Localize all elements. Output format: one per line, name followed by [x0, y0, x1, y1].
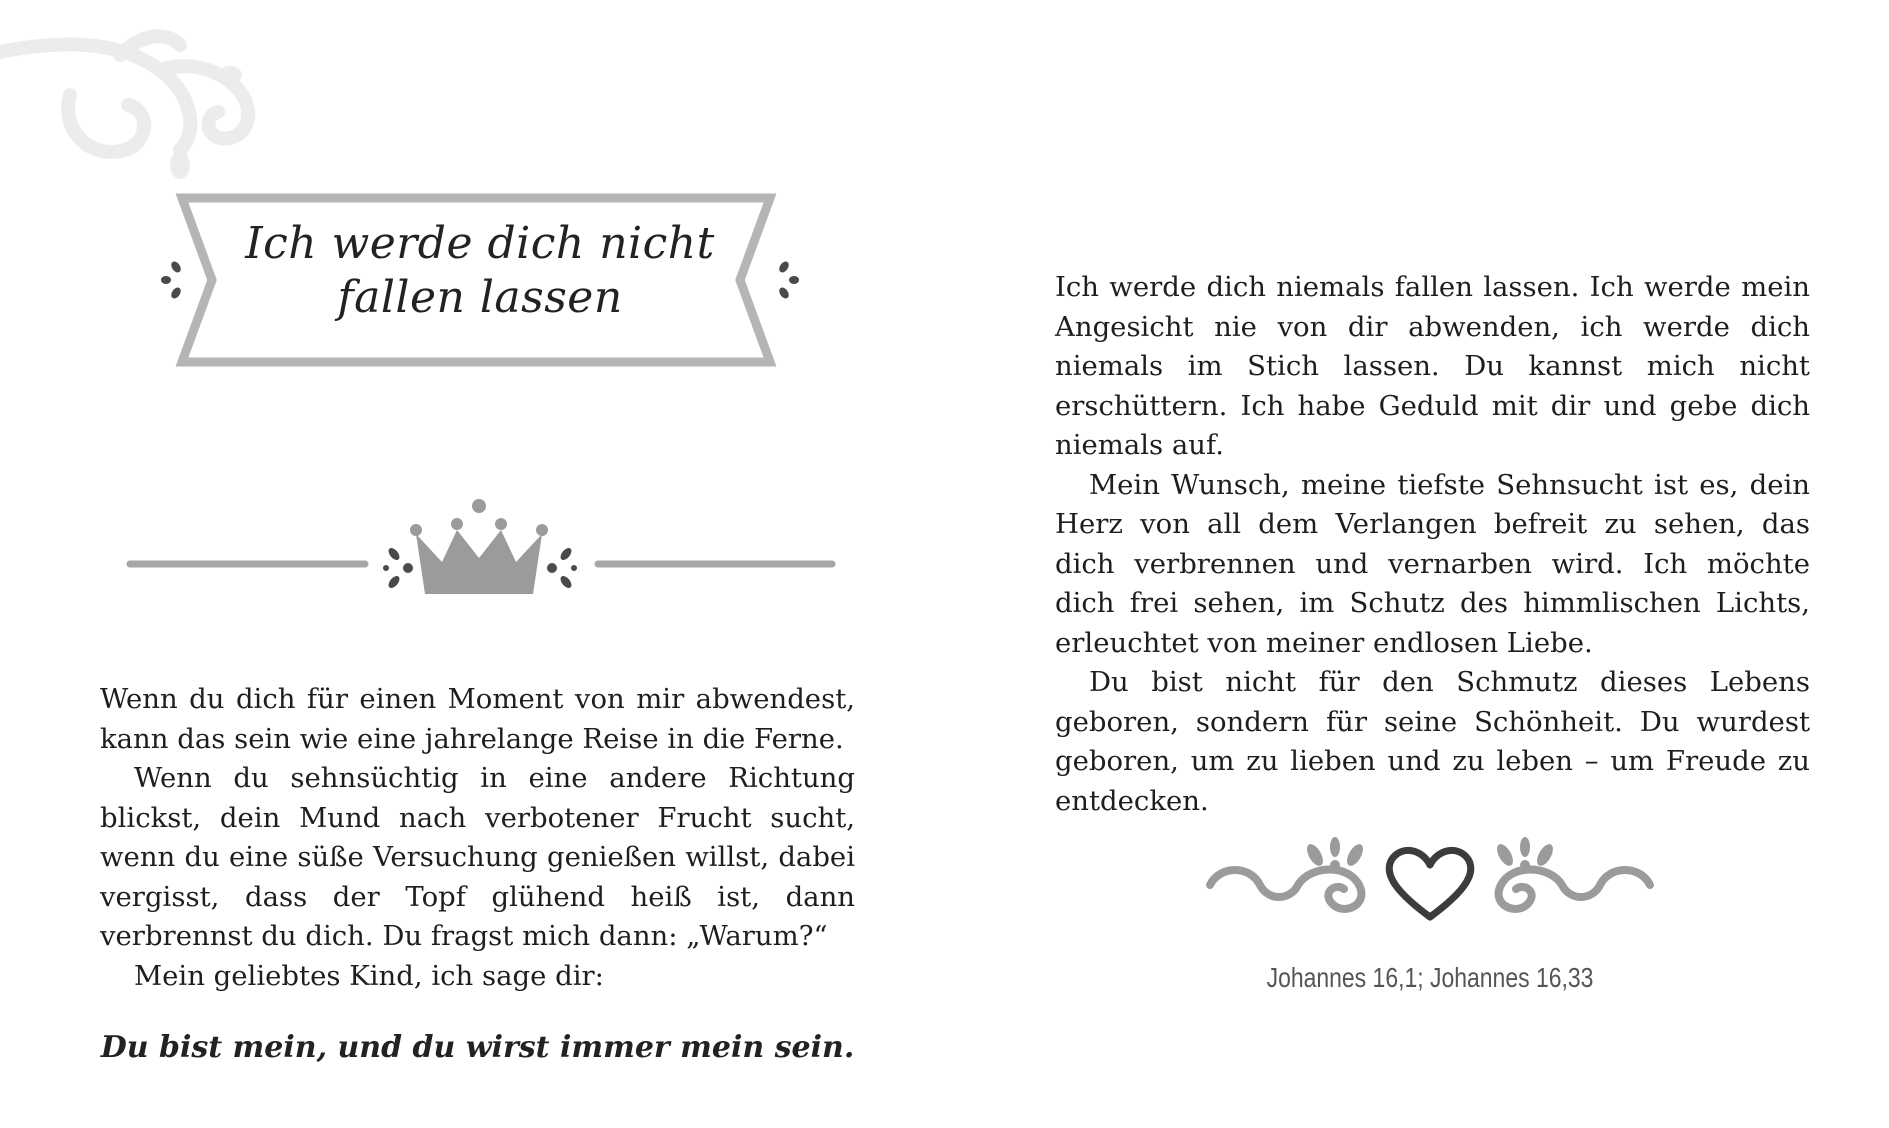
crown-icon [410, 499, 548, 594]
right-paragraph-2: Mein Wunsch, meine tiefste Sehnsucht ist es, dein Herz von all dem Verlangen befreit zu sehen, das dich verbrennen und vernarben wird. Ich möchte dich frei sehen, im Schutz des himmlischen Lichts, erleuchtet von meiner endlosen Liebe. [1055, 468, 1810, 659]
closing-statement: Du bist mein, und du wirst immer mein sein. [100, 1030, 855, 1065]
heart-ornament [1200, 825, 1660, 935]
heart-icon [1389, 850, 1471, 917]
left-paragraph-1: Wenn du dich für einen Moment von mir abwendest, kann das sein wie eine jahrelange Reise in die Ferne. [100, 683, 855, 755]
bible-reference: Johannes 16,1; Johannes 16,33 [1266, 962, 1594, 993]
page-title-line-2: fallen lassen [337, 272, 623, 323]
title-banner [160, 190, 800, 370]
left-scroll-icon [1210, 870, 1361, 909]
page-title-line-1: Ich werde dich nicht [245, 218, 715, 269]
left-paragraph-3: Mein geliebtes Kind, ich sage dir: [134, 959, 604, 992]
left-paragraph-2: Wenn du sehnsüchtig in eine andere Richtung blickst, dein Mund nach verbotener Frucht sucht, wenn du eine süße Versuchung genießen willst, dabei vergisst, dass der Topf glühend heiß ist, dann verbrennst du dich. Du fragst mich dann: „Warum?“ [100, 762, 855, 952]
crown-left-sprig-icon [383, 546, 413, 590]
left-leaf-icon [1304, 837, 1366, 870]
right-paragraph-3: Du bist nicht für den Schmutz dieses Lebens geboren, sondern für seine Schönheit. Du wurdest geboren, um zu lieben und zu leben – um Freude zu entdecken. [1055, 666, 1810, 817]
left-body-text [100, 680, 855, 996]
right-leaf-icon [1494, 837, 1556, 870]
crown-divider [120, 490, 840, 600]
right-paragraph-1: Ich werde dich niemals fallen lassen. Ich werde mein Angesicht nie von dir abwenden, ich werde dich niemals im Stich lassen. Du kannst mich nicht erschüttern. Ich habe Geduld mit dir und gebe dich niemals auf. [1055, 271, 1810, 461]
crown-right-sprig-icon [547, 546, 577, 590]
right-body-text [1055, 268, 1810, 821]
right-scroll-icon [1499, 870, 1650, 909]
corner-flourish-icon [0, 0, 310, 190]
